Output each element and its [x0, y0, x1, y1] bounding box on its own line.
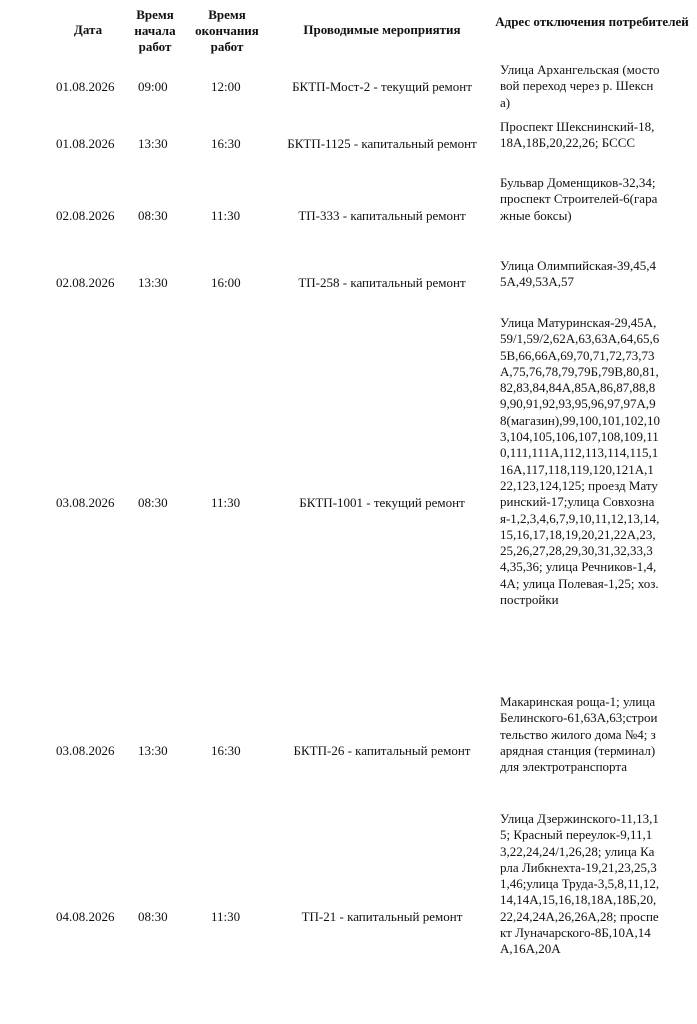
- table-row: [0, 811, 697, 1023]
- cell-event: ТП-258 - капитальный ремонт: [298, 275, 466, 290]
- cell-address: Проспект Шекснинский-18,18А,18Б,20,22,26; БССС: [500, 119, 655, 151]
- header-start-time: Время начала работ: [134, 7, 176, 54]
- cell-date: 04.08.2026: [56, 909, 115, 924]
- cell-start-time: 09:00: [138, 79, 168, 94]
- cell-end-time: 11:30: [211, 494, 241, 510]
- table-row: [0, 175, 697, 256]
- header-date: Дата: [73, 22, 103, 37]
- table-row: [0, 315, 697, 690]
- cell-date: 01.08.2026: [56, 136, 115, 151]
- table-row: [0, 119, 697, 169]
- header-end-time: Время окончания работ: [195, 7, 259, 54]
- cell-address: Улица Дзержинского-11,13,15; Красный переулок-9,11,13,22,24,24/1,26,28; улица Карла Либкнехта-19,21,23,25,31,46;улица Труда-3,5,8,11,12,14,14А,15,16,18,18А,18Б,20,22,24,24А,26,26А,28; проспект Луначарского-8Б,10А,14А,16А,20А: [500, 811, 660, 957]
- cell-event: БКТП-Мост-2 - текущий ремонт: [292, 79, 472, 94]
- cell-date: 03.08.2026: [56, 743, 115, 758]
- cell-address: Улица Матуринская-29,45А,59/1,59/2,62А,63,63А,64,65,65В,66,66А,69,70,71,72,73,73А,75,76,78,79,79Б,79В,80,81,82,83,84,84А,85А,86,87,88,89,90,91,92,93,95,96,97,97А,98(магазин),99,100,101,102,103,104,105,106,107,108,109,110,111,111А,112,113,114,115,116А,117,118,119,120,121А,122,123,124,125; проезд Матуринский-17;улица Совхозная-1,2,3,4,6,7,9,10,11,12,13,14,15,16,17,18,19,20,21,22А,23,25,26,27,28,29,30,31,32,33,34,35,36; улица Речников-1,4,4А; улица Полевая-1,25; хоз. постройки: [500, 315, 660, 608]
- cell-address: Улица Олимпийская-39,45,45А,49,53А,57: [500, 258, 657, 290]
- header-address: Адрес отключения потребителей: [495, 14, 689, 29]
- cell-address: Бульвар Доменщиков-32,34;проспект Строителей-6(гаражные боксы): [500, 175, 658, 223]
- cell-event: БКТП-1001 - текущий ремонт: [299, 494, 465, 510]
- cell-event: БКТП-1125 - капитальный ремонт: [287, 136, 477, 151]
- cell-end-time: 16:00: [211, 275, 241, 290]
- cell-address: Улица Архангельская (мостовой переход через р. Шексна): [500, 62, 660, 110]
- cell-end-time: 12:00: [211, 79, 241, 94]
- cell-event: ТП-333 - капитальный ремонт: [298, 207, 466, 223]
- cell-event: ТП-21 - капитальный ремонт: [301, 909, 463, 924]
- table-row: [0, 258, 697, 308]
- cell-date: 03.08.2026: [56, 494, 115, 510]
- cell-start-time: 08:30: [138, 494, 168, 510]
- cell-date: 02.08.2026: [56, 275, 115, 290]
- table-row: [0, 62, 697, 112]
- header-event: Проводимые мероприятия: [303, 22, 461, 37]
- cell-end-time: 16:30: [211, 743, 241, 758]
- cell-end-time: 11:30: [211, 207, 241, 223]
- cell-start-time: 13:30: [138, 275, 168, 290]
- cell-end-time: 16:30: [211, 136, 241, 151]
- cell-date: 02.08.2026: [56, 207, 115, 223]
- cell-address: Макаринская роща-1; улица Белинского-61,63А,63;строительство жилого дома №4; зарядная станция (терминал) для электротранспорта: [500, 694, 658, 775]
- cell-start-time: 08:30: [138, 207, 168, 223]
- table-header: [0, 0, 697, 62]
- cell-start-time: 13:30: [138, 136, 168, 151]
- cell-end-time: 11:30: [211, 909, 241, 924]
- cell-start-time: 08:30: [138, 909, 168, 924]
- cell-start-time: 13:30: [138, 743, 168, 758]
- cell-date: 01.08.2026: [56, 79, 115, 94]
- cell-event: БКТП-26 - капитальный ремонт: [293, 743, 471, 758]
- table-row: [0, 694, 697, 808]
